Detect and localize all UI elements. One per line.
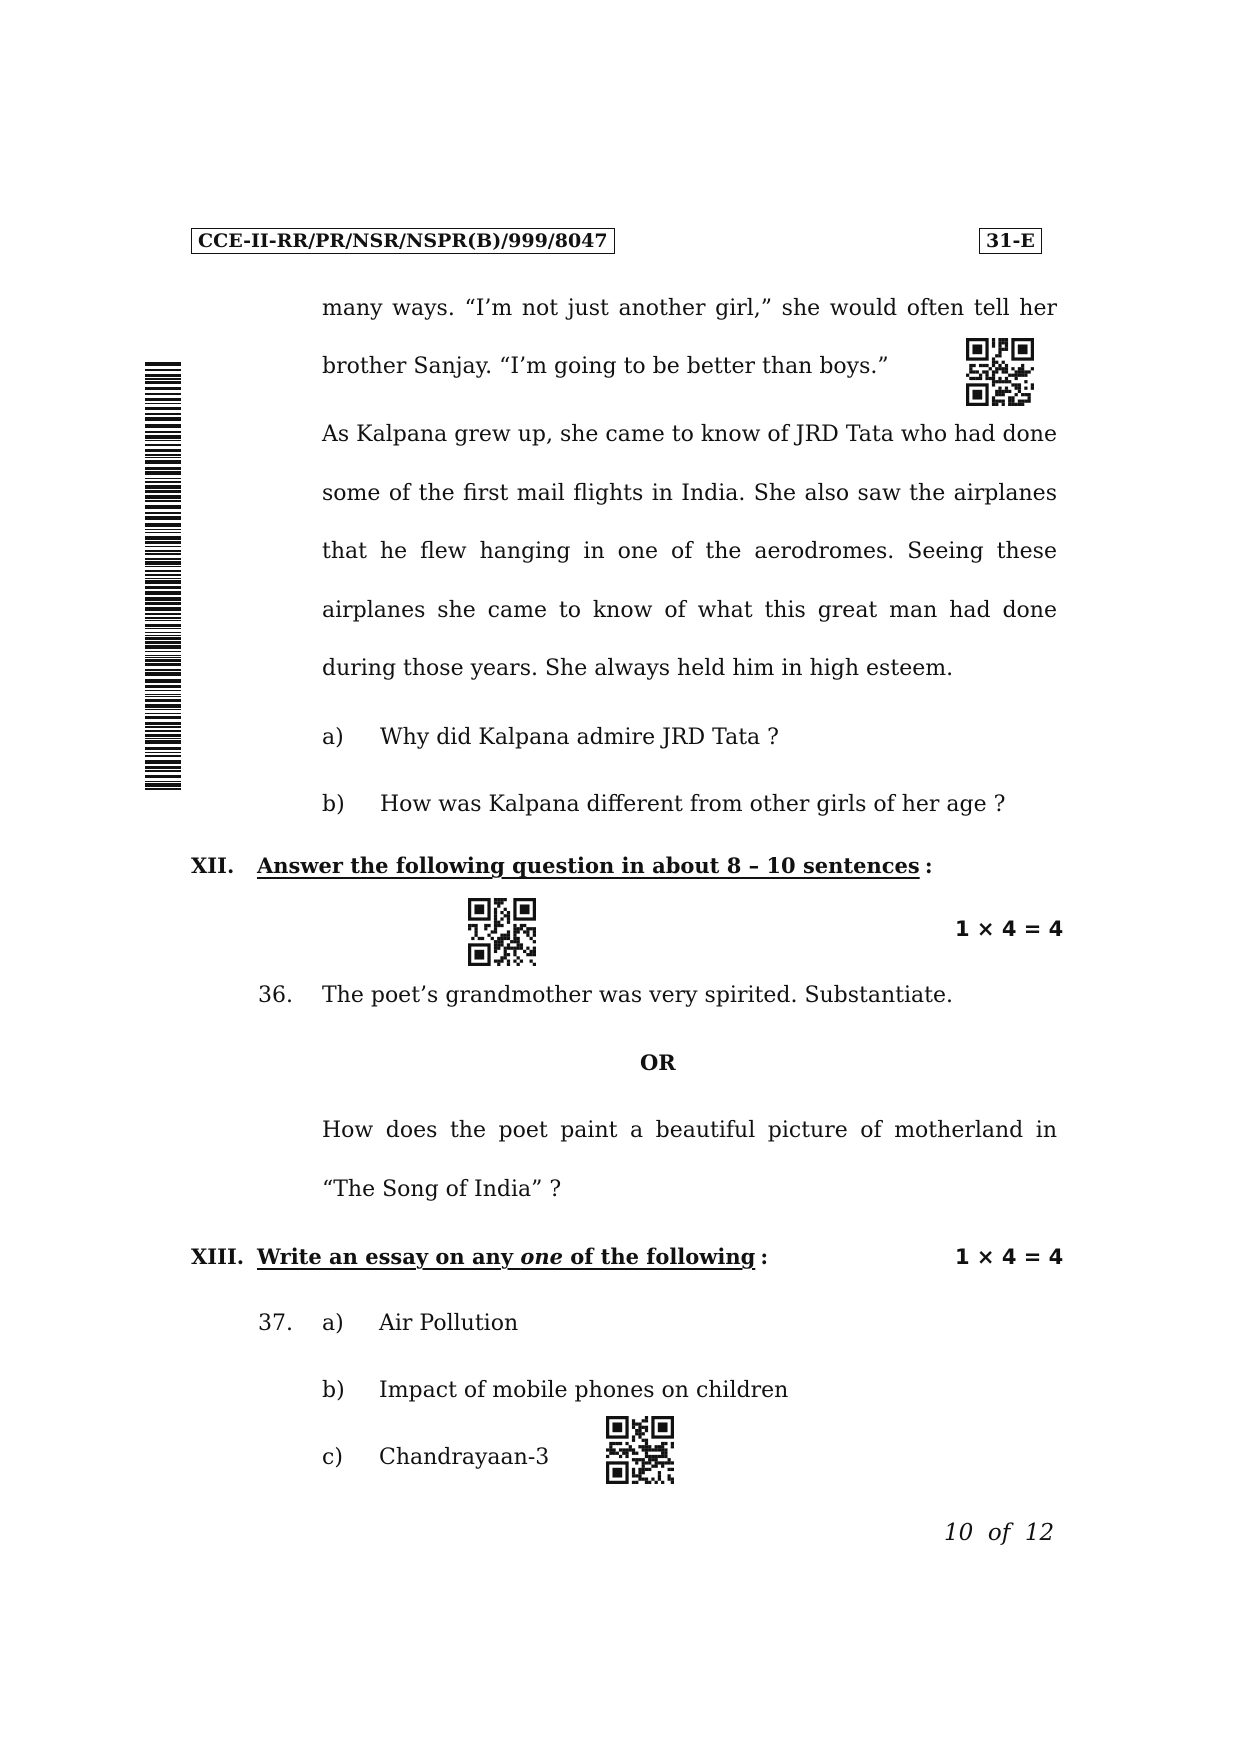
section-colon: : [924,853,933,878]
question-alternative: How does the poet paint a beautiful picture of motherland in “The Song of India” ? [322,1118,1057,1202]
passage-line: many ways. “I’m not just another girl,” she would often tell her [322,296,1057,321]
section-marks: 1 × 4 = 4 [955,917,1064,941]
option-text: Air Pollution [379,1311,519,1336]
barcode-image [145,362,181,790]
or-separator: OR [640,1050,676,1075]
question-label: a) [322,725,344,750]
question-text: How was Kalpana different from other girls of her age ? [380,792,1006,817]
section-heading [257,1243,768,1271]
option-label: c) [322,1445,343,1470]
page-current: 10 [944,1520,974,1546]
passage-line: brother Sanjay. “I’m going to be better than boys.” [322,354,889,379]
question-label: b) [322,792,345,817]
section-colon: : [760,1244,769,1269]
qr-code-icon [468,898,536,966]
paper-code: 31-E [979,228,1042,254]
option-text: Chandrayaan-3 [379,1445,550,1470]
question-text: The poet’s grandmother was very spirited. Substantiate. [322,983,954,1008]
passage-paragraph: As Kalpana grew up, she came to know of JRD Tata who had done some of the first mail flights in India. She also saw the airplanes that he flew hanging in one of the aerodromes. Seeing these airplanes she came to know of what this great man had done during those years. She always held him in high esteem. [322,422,1057,681]
option-text: Impact of mobile phones on children [379,1378,789,1403]
section-number: XIII. [191,1244,245,1269]
qr-code-icon [966,338,1034,406]
page-number [944,1518,1054,1548]
section-marks: 1 × 4 = 4 [955,1245,1064,1269]
section-title: Answer the following question in about 8 – 10 sentences [257,853,920,878]
qr-code-icon [606,1416,674,1484]
section-number: XII. [191,853,235,878]
question-number: 37. [258,1311,293,1336]
section-heading [257,852,933,880]
page-total: 12 [1024,1520,1055,1546]
title-part: Write an essay on any [257,1244,521,1269]
question-number: 36. [258,983,293,1008]
option-label: a) [322,1311,344,1336]
section-title [257,1244,755,1269]
question-text: Why did Kalpana admire JRD Tata ? [380,725,779,750]
title-emphasis: one [520,1244,563,1269]
option-label: b) [322,1378,345,1403]
page-of: of [987,1520,1011,1546]
title-part: of the following [562,1244,756,1269]
document-code: CCE-II-RR/PR/NSR/NSPR(B)/999/8047 [191,228,615,254]
